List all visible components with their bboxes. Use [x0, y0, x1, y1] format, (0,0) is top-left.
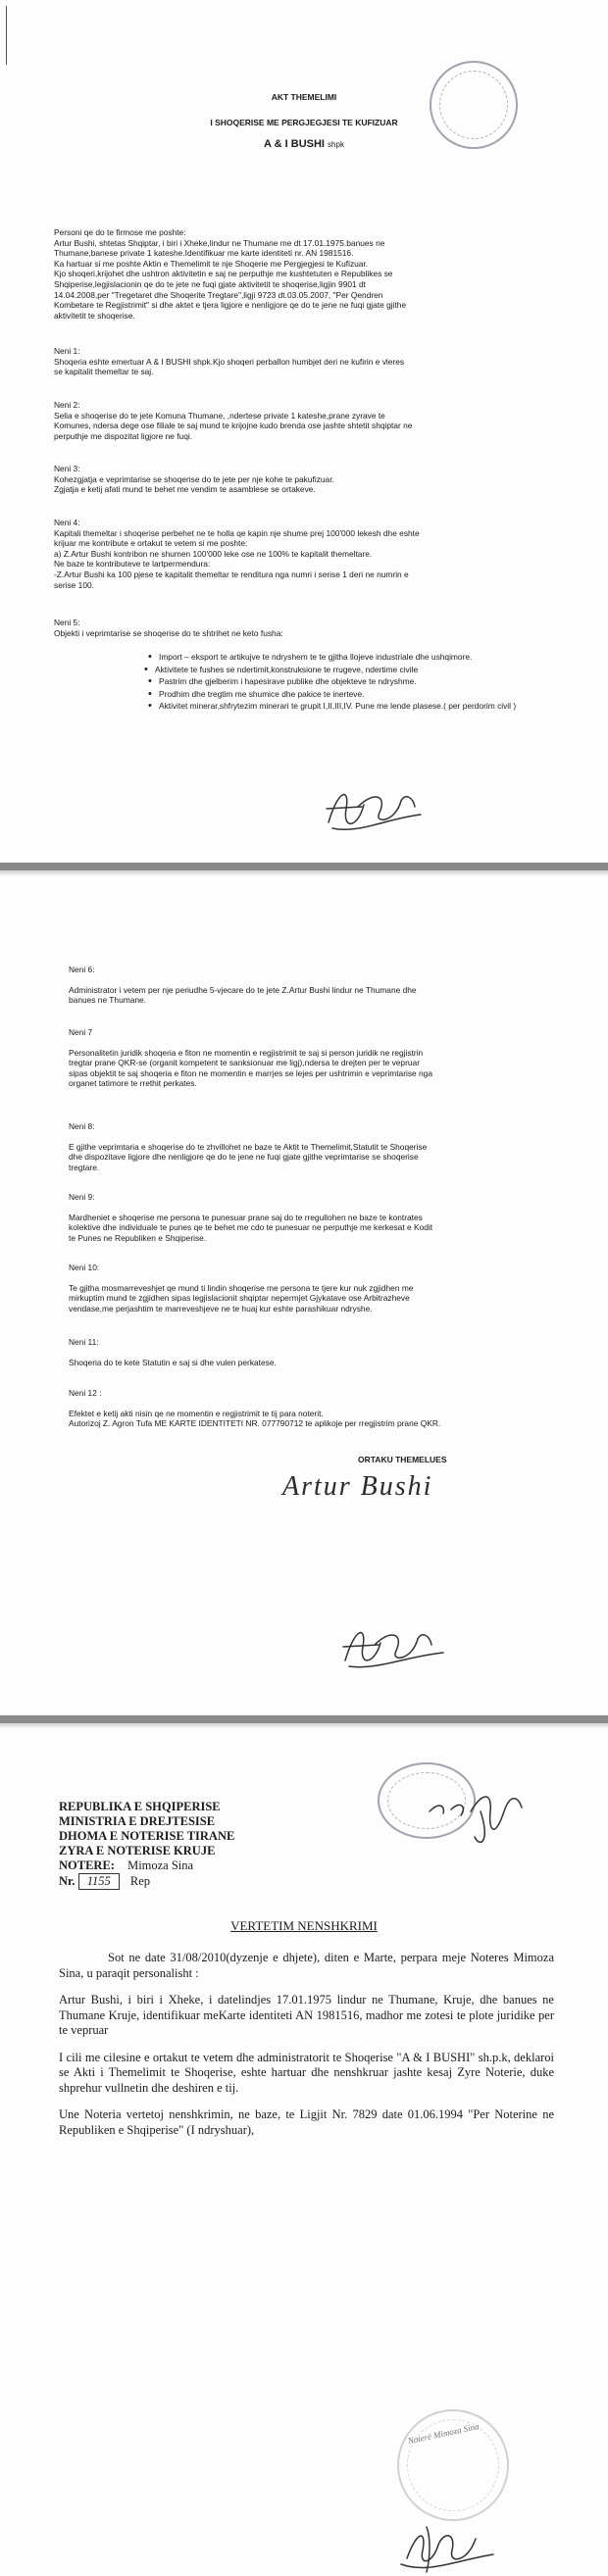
- notary-name: Mimoza Sina: [127, 1858, 194, 1872]
- register-number: 1155: [78, 1873, 120, 1890]
- margin-line: [6, 6, 7, 65]
- notary-header: [59, 1800, 314, 1890]
- article-3-title: Neni 3:: [54, 464, 80, 473]
- text-line: Ne baze te kontributeve te lartpermendura:: [54, 559, 211, 570]
- article-10: [69, 1263, 579, 1313]
- text-line: -Z.Artur Bushi ka 100 pjese te kapitalit themeltar te renditura nga numri i serise 1 deri ne numrin e: [54, 569, 409, 579]
- text-line: Zgjatja e ketij afati mund te behet me vendim te asamblese se ortakeve.: [54, 484, 316, 495]
- activity-subitem: • Aktivitete te fushes se ndertimit,konstruksione te rrugeve, ndertime civile: [155, 665, 535, 675]
- article-9: [69, 1192, 579, 1243]
- rep-label: Rep: [129, 1874, 151, 1888]
- signature-page-2: [333, 1615, 451, 1674]
- activity-item: • Aktivitet minerar,shfrytezim minerari te grupit I,II,III,IV. Pune me lende plasese.( per perdorim civil ): [159, 701, 535, 712]
- article-6: [69, 965, 579, 1006]
- notary-signature-top: [422, 1772, 539, 1851]
- article-4: [54, 518, 583, 590]
- text-line: Te gjitha mosmarreveshjet qe mund ti lindin shoqerise me persona te tjere kur nuk zgjidhen me: [69, 1282, 414, 1293]
- company-name: A & I BUSHI: [264, 138, 325, 150]
- text-line: E gjithe veprimtaria e shoqerise do te zhvillohet ne baze te Aktit te Themelimit,Statutit te Shoqerise: [69, 1141, 428, 1152]
- paragraph-date: Sot ne date 31/08/2010(dyzenje e dhjete), diten e Marte, perpara meje Noteres Mimoza Sina, u paraqit personalisht :: [59, 1951, 554, 1980]
- text-line: Selia e shoqerise do te jete Komuna Thumane, ,ndertese private 1 kateshe,prane zyrave te: [54, 410, 385, 421]
- paragraph-identity: Artur Bushi, i biri i Xheke, i datelindjes 17.01.1975 lindur ne Thumane, Kruje, dhe banues ne Thumane Kruje, identifikuar meKarte identiteti AN 1981516, madhor me zotesi te plote juridike per te vepruar: [59, 1993, 554, 2037]
- certificate-title: VERTETIM NENSHKRIMI: [230, 1918, 378, 1933]
- certificate-body: [59, 1951, 554, 2138]
- text-line: mirkuptim mund te zgjidhen sipas legjislacionit shqiptar nepermjet Gjykatave ose Arbitrazheve: [69, 1293, 410, 1304]
- activity-list: [143, 652, 535, 714]
- company-suffix: shpk: [328, 140, 344, 149]
- act-subheading: I SHOQERISE ME PERGJEGJESI TE KUFIZUAR: [210, 118, 398, 127]
- article-9-title: Neni 9:: [69, 1192, 95, 1202]
- notary-label: NOTERE:: [59, 1858, 115, 1872]
- text-line: perputhje me dispozitat ligjore ne fuqi.: [54, 430, 193, 441]
- founder-handwritten-name: Artur Bushi: [282, 1471, 433, 1502]
- article-1-title: Neni 1:: [54, 346, 80, 356]
- article-7: [69, 1027, 579, 1089]
- text-line: Personi qe do te firmose me poshte:: [54, 227, 186, 237]
- article-8: [69, 1121, 579, 1172]
- text-line: Shoqeria do te kete Statutin e saj si dhe vulen perkatese.: [69, 1357, 277, 1367]
- article-5-intro: Objekti i veprimtarise se shoqerise do te shtrihet ne keto fusha:: [54, 627, 283, 638]
- activity-item: • Import – eksport te artikujve te ndryshem te te gjitha llojeve industriale dhe ushqimore.: [159, 652, 535, 663]
- text-line: krijuar me kontribute e ortakut te vetem si me poshte:: [54, 538, 248, 549]
- header-line: MINISTRIA E DREJTESISE: [59, 1814, 216, 1828]
- activity-item: • Pastrim dhe gjelberim i hapesirave publike dhe objekteve te ndryshme.: [159, 676, 535, 687]
- article-3: [54, 464, 583, 495]
- text-line: Administrator i vetem per nje periudhe 5-vjecare do te jete Z.Artur Bushi lindur ne Thumane dhe: [69, 984, 417, 995]
- header-line: DHOMA E NOTERISE TIRANE: [59, 1829, 235, 1843]
- header-line: ZYRA E NOTERISE KRUJE: [59, 1844, 216, 1858]
- text-line: Kjo shoqeri,krijohet dhe ushtron aktivitetin e saj ne perputhje me kushtetuten e Republikes se: [54, 269, 393, 279]
- article-6-title: Neni 6:: [69, 965, 95, 974]
- act-heading: AKT THEMELIMI: [271, 92, 337, 102]
- text-line: Autorizoj Z. Agron Tufa ME KARTE IDENTITETI NR. 077790712 te aplikoje per rregjistrim prane QKR.: [69, 1418, 441, 1429]
- document-page-3: [0, 1723, 608, 2576]
- article-5: [54, 618, 583, 638]
- document-page-2: [0, 870, 608, 1715]
- article-2: [54, 400, 583, 441]
- article-10-title: Neni 10:: [69, 1263, 100, 1272]
- signature-page-1: [319, 779, 427, 838]
- article-1: [54, 346, 583, 377]
- text-line: Thumane,banese private 1 kateshe.Identifikuar me karte identiteti nr. AN 1981516.: [54, 248, 354, 259]
- stamp-text: Noterë Mimoza Sina: [406, 2421, 481, 2447]
- text-line: se kapitalit themeltar te saj.: [54, 367, 154, 377]
- article-12: [69, 1388, 579, 1429]
- article-12-title: Neni 12 :: [69, 1388, 102, 1398]
- text-line: dhe dispozitave ligjore dhe nenligjore qe do te jene ne fuqi gjate gjithe veprimtarise se shoqerise: [69, 1152, 419, 1163]
- text-line: Efektet e ketij akti nisin qe ne momentin e regjistrimit te tij para noterit.: [69, 1408, 324, 1418]
- text-line: Kapitali themeltar i shoqerise perbehet ne te holla qe kapin nje shume prej 100'000 lekesh dhe eshte: [54, 527, 420, 538]
- article-4-title: Neni 4:: [54, 518, 80, 527]
- article-2-title: Neni 2:: [54, 400, 80, 410]
- document-page-1: [0, 0, 608, 863]
- text-line: te Punes ne Republiken e Shqiperise.: [69, 1232, 207, 1243]
- text-line: tregtare.: [69, 1162, 100, 1172]
- article-8-title: Neni 8:: [69, 1121, 95, 1131]
- text-line: Mardheniet e shoqerise me persona te punesuar prane saj do te rregullohen ne baze te kontrates: [69, 1212, 423, 1222]
- text-line: serise 100.: [54, 579, 94, 590]
- text-line: banues ne Thumane.: [69, 995, 147, 1006]
- text-line: vendase,me perjashtim te marreveshjeve ne te huaj kur eshte parashikuar ndryshe.: [69, 1303, 373, 1313]
- text-line: organet tatimore te rrethit perkates.: [69, 1078, 197, 1089]
- paragraph-law: Une Noteria vertetoj nenshkrimin, ne baze, te Ligjit Nr. 7829 date 01.06.1994 "Per Noterine ne Republiken e Shqiperise" (I ndryshuar),: [59, 2107, 554, 2137]
- activity-item: • Prodhim dhe tregtim me shumice dhe pakice te inerteve.: [159, 689, 535, 700]
- stamp-page-1: [430, 61, 518, 149]
- text-line: kolektive dhe individuale te punes qe te behet me cdo te punesuar ne perputhje me kerkesat e Kodit: [69, 1222, 433, 1233]
- text-line: Artur Bushi, shtetas Shqiptar, i biri i Xheke,lindur ne Thumane me dt 17.01.1975.banues ne: [54, 237, 385, 248]
- company-heading: [0, 139, 608, 151]
- text-line: Komunes, ndersa dege ose filiale te saj mund te krijojne kudo brenda ose jashte shtetit shqiptar ne: [54, 421, 413, 431]
- text-line: Kohezgjatja e veprimtarise se shoqerise do te jete per nje kohe te pakufizuar.: [54, 473, 334, 484]
- text-line: Personalitetin juridik shoqeria e fiton ne momentin e regjistrimit te saj si person juridik ne regjistrin: [69, 1047, 424, 1058]
- text-line: Shqiperise,legjislacionin qe do te jete ne fuqi gjate aktivitetit te shoqerise,ligjin 9901 dt: [54, 278, 366, 289]
- text-line: 14.04.2008,per "Tregetaret dhe Shoqerite Tregtare",ligji 9723 dt.03.05.2007, "Per Qendren: [54, 289, 383, 300]
- text-line: tregtar prane QKR-se (organit kompetent te sanksionuar me ligj),ndersa te drejten per te vepruar: [69, 1058, 420, 1068]
- text-line: aktivitetit te shoqerise.: [54, 310, 135, 321]
- text-line: sipas objektit te saj shoqeria e fiton ne momentin e marrjes se lejes per ushtrimin e veprimtarise nga: [69, 1067, 432, 1078]
- article-11-title: Neni 11:: [69, 1337, 99, 1347]
- paragraph-declaration: I cili me cilesine e ortakut te vetem dhe administratorit te Shoqerise "A & I BUSHI" sh.p.k, deklaroi se Akti i Themelimit te Shoqerise, eshte hartuar dhe nenshkruar jashte kesaj Zyre Noterie, duke shprehur vullnetin dhe deshiren e tij.: [59, 2050, 554, 2095]
- header-line: REPUBLIKA E SHQIPERISE: [59, 1800, 221, 1813]
- text-line: Ka hartuar si me poshte Aktin e Themelimit te nje Shoqerie me Pergjegjesi te Kufizuar.: [54, 258, 369, 269]
- text-line: a) Z.Artur Bushi kontribon ne shumen 100'000 leke ose ne 100% te kapitalit themeltare.: [54, 548, 373, 559]
- founder-label: ORTAKU THEMELUES: [358, 1455, 447, 1464]
- register-number-label: Nr.: [59, 1874, 76, 1888]
- text-line: Kombetare te Regjistrimit" si dhe aktet e tjera ligjore e nenligjore qe do te jene ne fuqi gjate gjithe: [54, 300, 407, 311]
- notary-signature-bottom: [387, 2517, 505, 2576]
- article-11: [69, 1337, 579, 1367]
- article-5-title: Neni 5:: [54, 618, 80, 627]
- text-line: Shoqeria eshte emertuar A & I BUSHI shpk.Kjo shoqeri perballon humbjet deri ne kufirin e vleres: [54, 356, 405, 367]
- intro-block: [54, 227, 583, 321]
- article-7-title: Neni 7: [69, 1027, 93, 1037]
